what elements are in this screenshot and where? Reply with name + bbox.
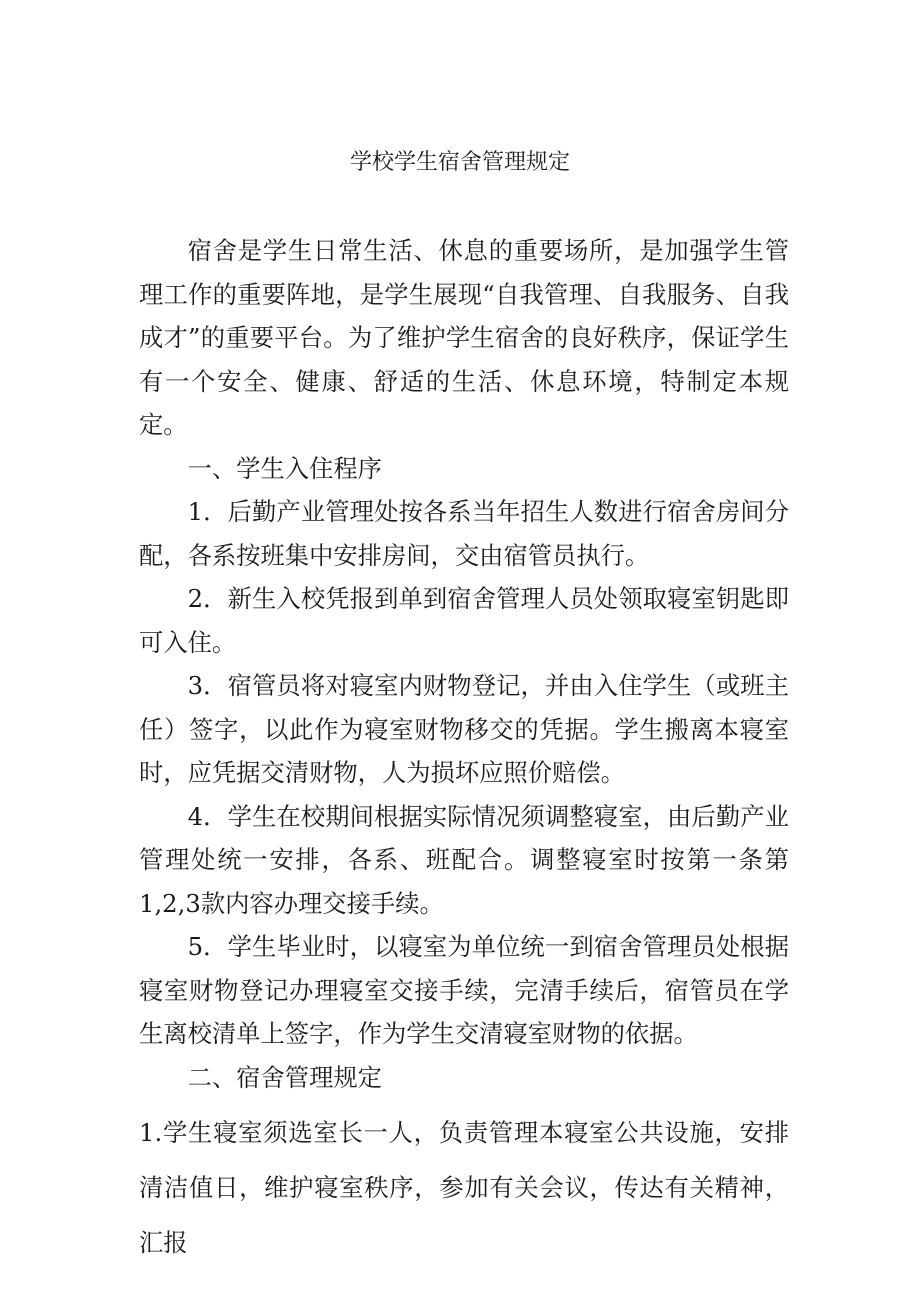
document-title: 学校学生宿舍管理规定 xyxy=(349,150,570,175)
document-body xyxy=(139,229,789,1270)
list-item: 5．学生毕业时，以寝室为单位统一到宿舍管理员处根据寝室财物登记办理寝室交接手续，完清手续后，宿管员在学生离校清单上签字，作为学生交清寝室财物的依据。 xyxy=(139,932,789,1048)
list-item: 4．学生在校期间根据实际情况须调整寝室，由后勤产业管理处统一安排，各系、班配合。调整寝室时按第一条第1,2,3款内容办理交接手续。 xyxy=(139,801,789,918)
list-item: 2．新生入校凭报到单到宿舍管理人员处领取寝室钥匙即可入住。 xyxy=(139,584,789,657)
section-heading-2: 二、宿舍管理规定 xyxy=(187,1062,382,1092)
list-item: 1.学生寝室须选室长一人，负责管理本寝室公共设施，安排清洁值日，维护寝室秩序，参加有关会议，传达有关精神，汇报 xyxy=(139,1118,789,1257)
list-item: 3．宿管员将对寝室内财物登记，并由入住学生（或班主任）签字，以此作为寝室财物移交的凭据。学生搬离本寝室时，应凭据交清财物，人为损坏应照价赔偿。 xyxy=(139,671,789,787)
list-item: 1．后勤产业管理处按各系当年招生人数进行宿舍房间分配，各系按班集中安排房间，交由宿管员执行。 xyxy=(139,497,789,570)
section-heading-1: 一、学生入住程序 xyxy=(187,453,382,483)
intro-paragraph: 宿舍是学生日常生活、休息的重要场所，是加强学生管理工作的重要阵地，是学生展现“自我管理、自我服务、自我成才”的重要平台。为了维护学生宿舍的良好秩序，保证学生有一个安全、健康、舒适的生活、休息环境，特制定本规定。 xyxy=(139,236,789,439)
